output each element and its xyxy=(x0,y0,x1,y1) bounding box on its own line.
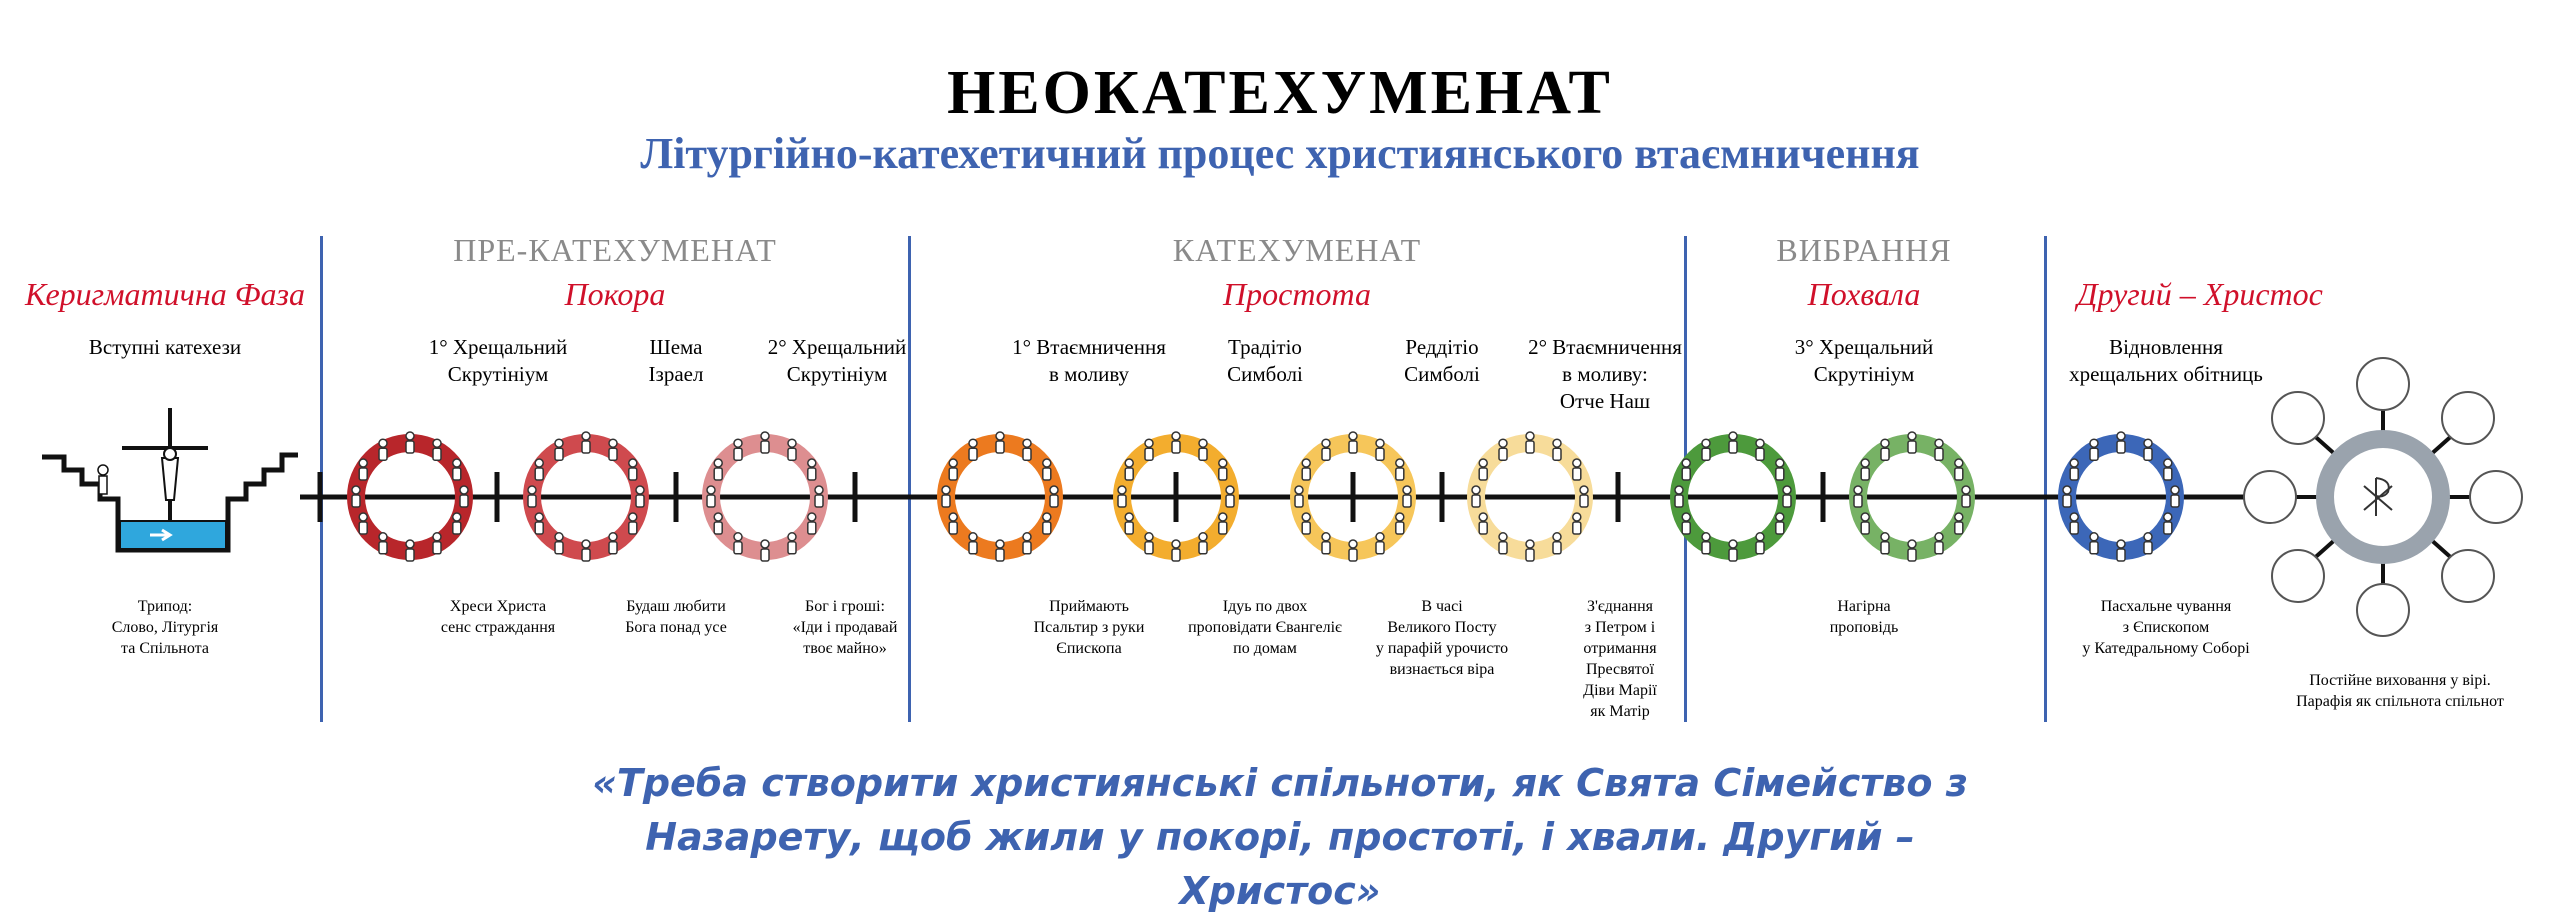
person-figure-head xyxy=(406,540,414,548)
quote-text: «Треба створити християнські спільноти, як Свята Сімейство з Назарету, щоб жили у покорі, простоті, і хвали. Другий – Христос» xyxy=(592,761,1968,913)
person-figure-body xyxy=(1881,542,1889,554)
person-figure-head xyxy=(1396,459,1404,467)
person-figure-head xyxy=(379,533,387,541)
person-figure-body xyxy=(714,468,722,480)
person-figure-body xyxy=(1854,495,1862,507)
person-figure-body xyxy=(1219,468,1227,480)
person-figure-body xyxy=(406,549,414,561)
person-figure-head xyxy=(359,513,367,521)
phase-subtitle-kerygma: Керигматична Фаза xyxy=(24,276,306,312)
person-figure-head xyxy=(1472,486,1480,494)
person-figure-head xyxy=(2070,459,2078,467)
person-figure-body xyxy=(1043,468,1051,480)
person-figure-body xyxy=(1962,495,1970,507)
person-figure-body xyxy=(2164,468,2172,480)
person-figure-head xyxy=(707,486,715,494)
person-figure-body xyxy=(1935,448,1943,460)
person-figure-head xyxy=(949,513,957,521)
person-figure-head xyxy=(1854,486,1862,494)
person-figure-head xyxy=(1479,459,1487,467)
person-figure-head xyxy=(1881,533,1889,541)
person-figure-body xyxy=(1526,441,1534,453)
person-figure-body xyxy=(1908,441,1916,453)
person-figure-head xyxy=(629,513,637,521)
person-figure-body xyxy=(555,542,563,554)
person-figure-head xyxy=(2144,439,2152,447)
person-figure-body xyxy=(406,441,414,453)
person-figure-head xyxy=(1553,533,1561,541)
person-figure-body xyxy=(1861,522,1869,534)
person-figure-body xyxy=(379,542,387,554)
person-figure-head xyxy=(1776,459,1784,467)
phase-subtitle-praise: Похвала xyxy=(1807,276,1921,312)
person-figure-body xyxy=(714,522,722,534)
person-figure-body xyxy=(1396,468,1404,480)
person-figure-head xyxy=(969,533,977,541)
person-figure-head xyxy=(761,540,769,548)
person-figure-body xyxy=(1125,522,1133,534)
person-figure-body xyxy=(1756,542,1764,554)
person-figure-head xyxy=(1573,513,1581,521)
person-figure-head xyxy=(2063,486,2071,494)
page-subtitle: Літургійно-катехетичний процес християнського втаємничення xyxy=(640,129,1920,178)
phase-title-precatechumenate: ПРЕ-КАТЕХУМЕНАТ xyxy=(453,232,777,268)
person-figure-head xyxy=(761,432,769,440)
person-figure-head xyxy=(1043,513,1051,521)
person-figure-head xyxy=(528,486,536,494)
person-figure-body xyxy=(1219,522,1227,534)
person-figure-body xyxy=(1322,542,1330,554)
person-figure-head xyxy=(582,432,590,440)
person-figure-head xyxy=(555,439,563,447)
person-figure-body xyxy=(535,468,543,480)
person-figure-body xyxy=(359,468,367,480)
person-figure-body xyxy=(734,448,742,460)
community-network xyxy=(2244,358,2522,636)
person-figure-body xyxy=(1125,468,1133,480)
person-figure-body xyxy=(2117,549,2125,561)
person-figure-head xyxy=(1396,513,1404,521)
person-figure-body xyxy=(1226,495,1234,507)
person-figure-head xyxy=(969,439,977,447)
person-figure-head xyxy=(1702,533,1710,541)
person-figure-head xyxy=(714,459,722,467)
person-figure-head xyxy=(1118,486,1126,494)
person-figure-body xyxy=(1349,549,1357,561)
person-figure-head xyxy=(1908,432,1916,440)
person-figure-head xyxy=(1499,439,1507,447)
step-description: Ідуь по двох проповідати Євангеліє по домам xyxy=(1188,598,1342,657)
person-figure-body xyxy=(535,522,543,534)
person-figure-body xyxy=(1023,448,1031,460)
person-figure-head xyxy=(1403,486,1411,494)
person-figure-body xyxy=(528,495,536,507)
step-label: 2° Хрещальний Скрутініум xyxy=(767,335,907,386)
step-description: Приймають Псальтир з руки Єпископа xyxy=(1033,598,1145,657)
person-figure-head xyxy=(1172,540,1180,548)
person-figure-head xyxy=(1322,439,1330,447)
person-figure-head xyxy=(433,439,441,447)
person-figure-head xyxy=(1349,540,1357,548)
person-figure-body xyxy=(2144,542,2152,554)
person-figure-head xyxy=(2164,459,2172,467)
person-figure-head xyxy=(2164,513,2172,521)
person-figure-body xyxy=(1172,441,1180,453)
person-figure-body xyxy=(352,495,360,507)
person-figure-body xyxy=(2090,448,2098,460)
person-figure-body xyxy=(808,468,816,480)
person-figure-head xyxy=(1702,439,1710,447)
person-figure-body xyxy=(1682,522,1690,534)
person-figure-head xyxy=(460,486,468,494)
person-figure-body xyxy=(2063,495,2071,507)
person-figure-body xyxy=(996,441,1004,453)
step-label: 3° Хрещальний Скрутініум xyxy=(1794,335,1934,386)
person-figure-body xyxy=(788,542,796,554)
person-figure-body xyxy=(1573,522,1581,534)
phase-subtitle-humility: Покора xyxy=(564,276,666,312)
person-figure-body xyxy=(1729,549,1737,561)
person-figure-body xyxy=(582,441,590,453)
person-figure-body xyxy=(1955,468,1963,480)
person-figure-head xyxy=(1573,459,1581,467)
person-figure-head xyxy=(996,432,1004,440)
person-figure-head xyxy=(1479,513,1487,521)
person-figure-head xyxy=(555,533,563,541)
person-figure-head xyxy=(1125,459,1133,467)
person-figure-body xyxy=(2070,468,2078,480)
person-figure-body xyxy=(734,542,742,554)
person-figure-body xyxy=(379,448,387,460)
person-figure-body xyxy=(1199,542,1207,554)
person-figure-body xyxy=(2117,441,2125,453)
person-figure-head xyxy=(734,439,742,447)
person-figure-body xyxy=(1118,495,1126,507)
step-description: Нагірна проповідь xyxy=(1829,598,1899,636)
person-figure-body xyxy=(1043,522,1051,534)
person-figure-head xyxy=(359,459,367,467)
person-figure-body xyxy=(1702,448,1710,460)
person-figure-head xyxy=(1580,486,1588,494)
person-figure-body xyxy=(1526,549,1534,561)
person-figure-head xyxy=(1219,513,1227,521)
step-label: Традітіо Симболі xyxy=(1227,335,1303,386)
person-figure-body xyxy=(1908,549,1916,561)
person-figure-head xyxy=(1861,513,1869,521)
person-figure-body xyxy=(949,468,957,480)
person-figure-body xyxy=(433,448,441,460)
person-figure-head xyxy=(949,459,957,467)
person-figure-head xyxy=(1023,533,1031,541)
person-figure-head xyxy=(1219,459,1227,467)
person-figure-body xyxy=(1955,522,1963,534)
person-figure-body xyxy=(1302,468,1310,480)
person-figure-body xyxy=(1935,542,1943,554)
person-figure-body xyxy=(1682,468,1690,480)
person-figure-body xyxy=(1553,542,1561,554)
person-figure-head xyxy=(1526,540,1534,548)
phase-title-catechumenate: КАТЕХУМЕНАТ xyxy=(1172,232,1422,268)
person-figure-body xyxy=(808,522,816,534)
person-figure-head xyxy=(1955,459,1963,467)
person-figure-head xyxy=(1675,486,1683,494)
person-figure-body xyxy=(949,522,957,534)
person-figure-body xyxy=(629,468,637,480)
person-figure-head xyxy=(1756,533,1764,541)
person-figure-body xyxy=(1349,441,1357,453)
person-figure-head xyxy=(2144,533,2152,541)
person-figure-body xyxy=(1776,522,1784,534)
person-figure-body xyxy=(761,549,769,561)
person-figure-body xyxy=(1881,448,1889,460)
person-figure-head xyxy=(996,540,1004,548)
person-figure-head xyxy=(629,459,637,467)
step-description: З'єднання з Петром і отримання Пресвятої Діви Марії як Матір xyxy=(1583,598,1657,720)
person-figure-head xyxy=(453,513,461,521)
person-figure-body xyxy=(1776,468,1784,480)
person-figure-head xyxy=(1376,439,1384,447)
person-figure-head xyxy=(1682,513,1690,521)
person-figure-head xyxy=(609,533,617,541)
person-figure-body xyxy=(2144,448,2152,460)
person-figure-head xyxy=(582,540,590,548)
person-figure-head xyxy=(1962,486,1970,494)
phase-title-election: ВИБРАННЯ xyxy=(1776,232,1952,268)
person-figure-body xyxy=(1023,542,1031,554)
person-figure-head xyxy=(1881,439,1889,447)
person-figure-body xyxy=(1675,495,1683,507)
page-title: НЕОКАТЕХУМЕНАТ xyxy=(947,59,1613,127)
person-figure-head xyxy=(1145,533,1153,541)
person-figure-body xyxy=(1145,448,1153,460)
person-figure-body xyxy=(460,495,468,507)
person-figure-body xyxy=(359,522,367,534)
person-figure-head xyxy=(1199,533,1207,541)
person-figure-head xyxy=(1145,439,1153,447)
person-figure-body xyxy=(1302,522,1310,534)
person-figure-head xyxy=(788,439,796,447)
person-figure-body xyxy=(1172,549,1180,561)
person-figure-head xyxy=(1050,486,1058,494)
person-figure-body xyxy=(1499,542,1507,554)
person-figure-head xyxy=(1376,533,1384,541)
person-figure-head xyxy=(1861,459,1869,467)
person-figure-body xyxy=(707,495,715,507)
person-figure-body xyxy=(1295,495,1303,507)
person-figure-head xyxy=(808,513,816,521)
person-figure-head xyxy=(636,486,644,494)
person-figure-body xyxy=(788,448,796,460)
person-figure-head xyxy=(1199,439,1207,447)
person-figure-body xyxy=(629,522,637,534)
person-figure-head xyxy=(1729,540,1737,548)
person-figure-body xyxy=(1376,448,1384,460)
step-label: 2° Втаємничення в моливу: Отче Наш xyxy=(1528,335,1682,413)
person-figure-body xyxy=(969,542,977,554)
person-figure-body xyxy=(453,468,461,480)
person-figure-body xyxy=(636,495,644,507)
step-label: 1° Втаємничення в моливу xyxy=(1012,335,1166,386)
person-figure-body xyxy=(969,448,977,460)
person-figure-body xyxy=(582,549,590,561)
person-figure-head xyxy=(1349,432,1357,440)
person-figure-head xyxy=(535,459,543,467)
person-figure-body xyxy=(609,542,617,554)
step-label: Шема Ізраел xyxy=(648,335,704,386)
person-figure-head xyxy=(1302,459,1310,467)
person-figure-head xyxy=(1935,533,1943,541)
person-figure-body xyxy=(1729,441,1737,453)
person-figure-head xyxy=(1125,513,1133,521)
step-label: Відновлення хрещальних обітниць xyxy=(2069,335,2263,386)
person-figure-head xyxy=(1935,439,1943,447)
person-figure-head xyxy=(1682,459,1690,467)
person-figure-head xyxy=(808,459,816,467)
person-figure-head xyxy=(1226,486,1234,494)
person-figure-body xyxy=(1376,542,1384,554)
person-figure-body xyxy=(1702,542,1710,554)
person-figure-head xyxy=(1499,533,1507,541)
person-figure-head xyxy=(714,513,722,521)
person-figure-head xyxy=(1043,459,1051,467)
step-description: Будаш любити Бога понад усе xyxy=(625,598,727,636)
step-description: Трипод: Слово, Літургія та Спільнота xyxy=(111,598,219,657)
person-figure-head xyxy=(1783,486,1791,494)
person-figure-head xyxy=(815,486,823,494)
step-description: Пасхальне чування з Єпископом у Катедральному Соборі xyxy=(2082,598,2250,657)
person-figure-body xyxy=(2070,522,2078,534)
step-label: Вступні катехези xyxy=(88,335,242,359)
person-figure-body xyxy=(1396,522,1404,534)
person-figure-body xyxy=(1322,448,1330,460)
person-figure-body xyxy=(1479,468,1487,480)
person-figure-body xyxy=(761,441,769,453)
person-figure-body xyxy=(555,448,563,460)
person-figure-head xyxy=(453,459,461,467)
person-figure-body xyxy=(1403,495,1411,507)
person-figure-body xyxy=(1199,448,1207,460)
person-figure-body xyxy=(996,549,1004,561)
person-figure-body xyxy=(2164,522,2172,534)
person-figure-head xyxy=(788,533,796,541)
step-label: 1° Хрещальний Скрутініум xyxy=(428,335,568,386)
person-figure-body xyxy=(1573,468,1581,480)
step-description: Бог і гроші: «Іди і продавай твоє майно» xyxy=(792,598,898,657)
person-figure-head xyxy=(2090,533,2098,541)
person-figure-body xyxy=(2171,495,2179,507)
person-figure-body xyxy=(1580,495,1588,507)
person-figure-head xyxy=(1322,533,1330,541)
person-figure-head xyxy=(1908,540,1916,548)
person-figure-body xyxy=(815,495,823,507)
person-figure-head xyxy=(1023,439,1031,447)
person-figure-head xyxy=(2117,540,2125,548)
person-figure-head xyxy=(609,439,617,447)
person-figure-body xyxy=(433,542,441,554)
person-figure-body xyxy=(942,495,950,507)
person-figure-head xyxy=(1553,439,1561,447)
person-figure-head xyxy=(1955,513,1963,521)
person-figure-head xyxy=(1729,432,1737,440)
step-label: Реддітіо Симболі xyxy=(1404,335,1480,386)
person-figure-head xyxy=(1776,513,1784,521)
person-figure-body xyxy=(453,522,461,534)
person-figure-head xyxy=(379,439,387,447)
step-description: Постійне виховання у вірі. Парафія як спільнота спільнот xyxy=(2296,672,2504,710)
person-figure-body xyxy=(1783,495,1791,507)
person-figure-head xyxy=(535,513,543,521)
step-description: В часі Великого Посту у парафій урочисто визнається віра xyxy=(1375,598,1509,678)
crucifix-icon xyxy=(122,408,208,520)
person-figure-body xyxy=(1499,448,1507,460)
person-figure-head xyxy=(1302,513,1310,521)
person-figure-body xyxy=(1553,448,1561,460)
person-figure-head xyxy=(406,432,414,440)
person-figure-body xyxy=(2090,542,2098,554)
person-figure-head xyxy=(1172,432,1180,440)
person-figure-body xyxy=(1050,495,1058,507)
step-description: Хреси Христа сенс страждання xyxy=(440,598,556,636)
person-figure-head xyxy=(2090,439,2098,447)
person-figure-head xyxy=(1295,486,1303,494)
person-figure-head xyxy=(2070,513,2078,521)
person-figure-body xyxy=(1756,448,1764,460)
person-figure-head xyxy=(352,486,360,494)
person-figure-head xyxy=(1526,432,1534,440)
phase-subtitle-other-christ: Другий – Христос xyxy=(2077,276,2323,312)
person-figure-head xyxy=(2171,486,2179,494)
phase-subtitle-simplicity: Простота xyxy=(1223,276,1371,312)
person-figure-body xyxy=(609,448,617,460)
person-figure-head xyxy=(1756,439,1764,447)
person-figure-head xyxy=(2117,432,2125,440)
person-figure-head xyxy=(734,533,742,541)
person-figure-body xyxy=(1145,542,1153,554)
person-figure-body xyxy=(1472,495,1480,507)
person-figure-head xyxy=(433,533,441,541)
person-figure-body xyxy=(1479,522,1487,534)
person-figure-body xyxy=(1861,468,1869,480)
person-figure-head xyxy=(942,486,950,494)
